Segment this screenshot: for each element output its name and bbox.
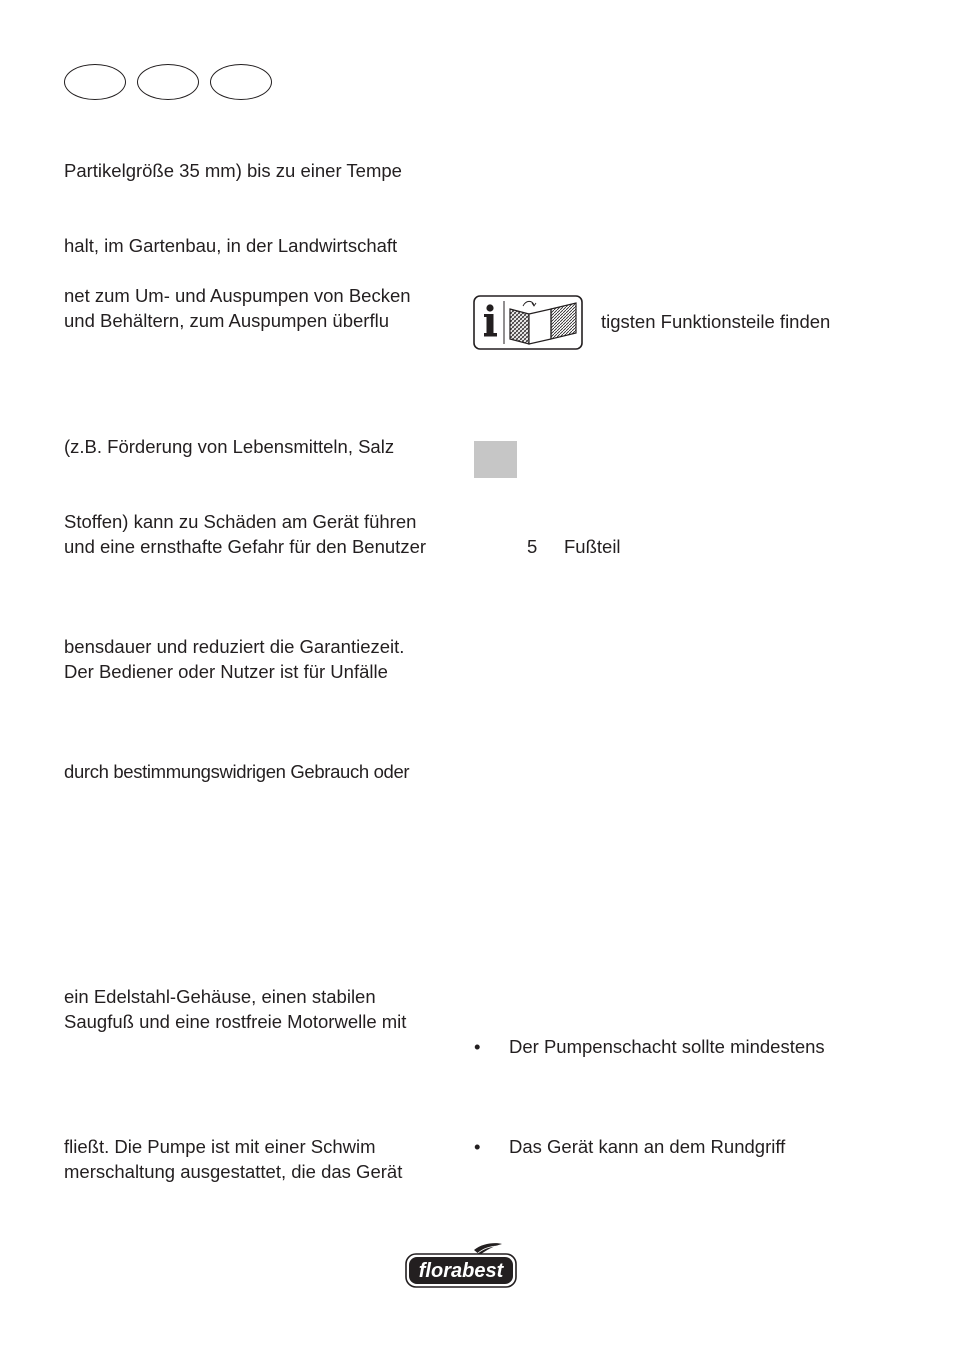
language-oval-1 [64,64,126,100]
body-text-line: und eine ernsthafte Gefahr für den Benutzer [64,536,427,557]
bullet-marker: • [474,1036,481,1057]
body-text-line: (z.B. Förderung von Lebensmitteln, Salz [64,436,395,457]
body-text-line: und Behältern, zum Auspumpen überflu [64,310,389,331]
body-text-line: merschaltung ausgestattet, die das Gerät [64,1161,403,1182]
info-text: tigsten Funktionsteile finden [601,311,831,332]
body-text-line: durch bestimmungswidrigen Gebrauch oder [64,761,410,782]
section-gray-box [474,441,517,478]
body-text-line: Saugfuß und eine rostfreie Motorwelle mit [64,1011,407,1032]
body-text-line: Der Bediener oder Nutzer ist für Unfälle [64,661,388,682]
logo-text: florabest [418,1260,504,1282]
language-code-ovals [64,64,276,104]
body-text-line: halt, im Gartenbau, in der Landwirtschaft [64,235,398,256]
body-text-line: ein Edelstahl-Gehäuse, einen stabilen [64,986,376,1007]
part-label: Fußteil [564,536,621,557]
language-oval-3 [210,64,272,100]
body-text-line: Partikelgröße 35 mm) bis zu einer Tempe [64,160,402,181]
part-number: 5 [527,536,538,557]
body-text-line: net zum Um- und Auspumpen von Becken [64,285,411,306]
bullet-text: Der Pumpenschacht sollte mindestens [509,1036,825,1057]
bullet-marker: • [474,1136,481,1157]
body-text-line: fließt. Die Pumpe ist mit einer Schwim [64,1136,376,1157]
language-oval-2 [137,64,199,100]
info-manual-icon [473,295,583,350]
florabest-logo [404,1242,518,1290]
body-text-line: Stoffen) kann zu Schäden am Gerät führen [64,511,417,532]
bullet-text: Das Gerät kann an dem Rundgriff [509,1136,786,1157]
body-text-line: bensdauer und reduziert die Garantiezeit. [64,636,405,657]
